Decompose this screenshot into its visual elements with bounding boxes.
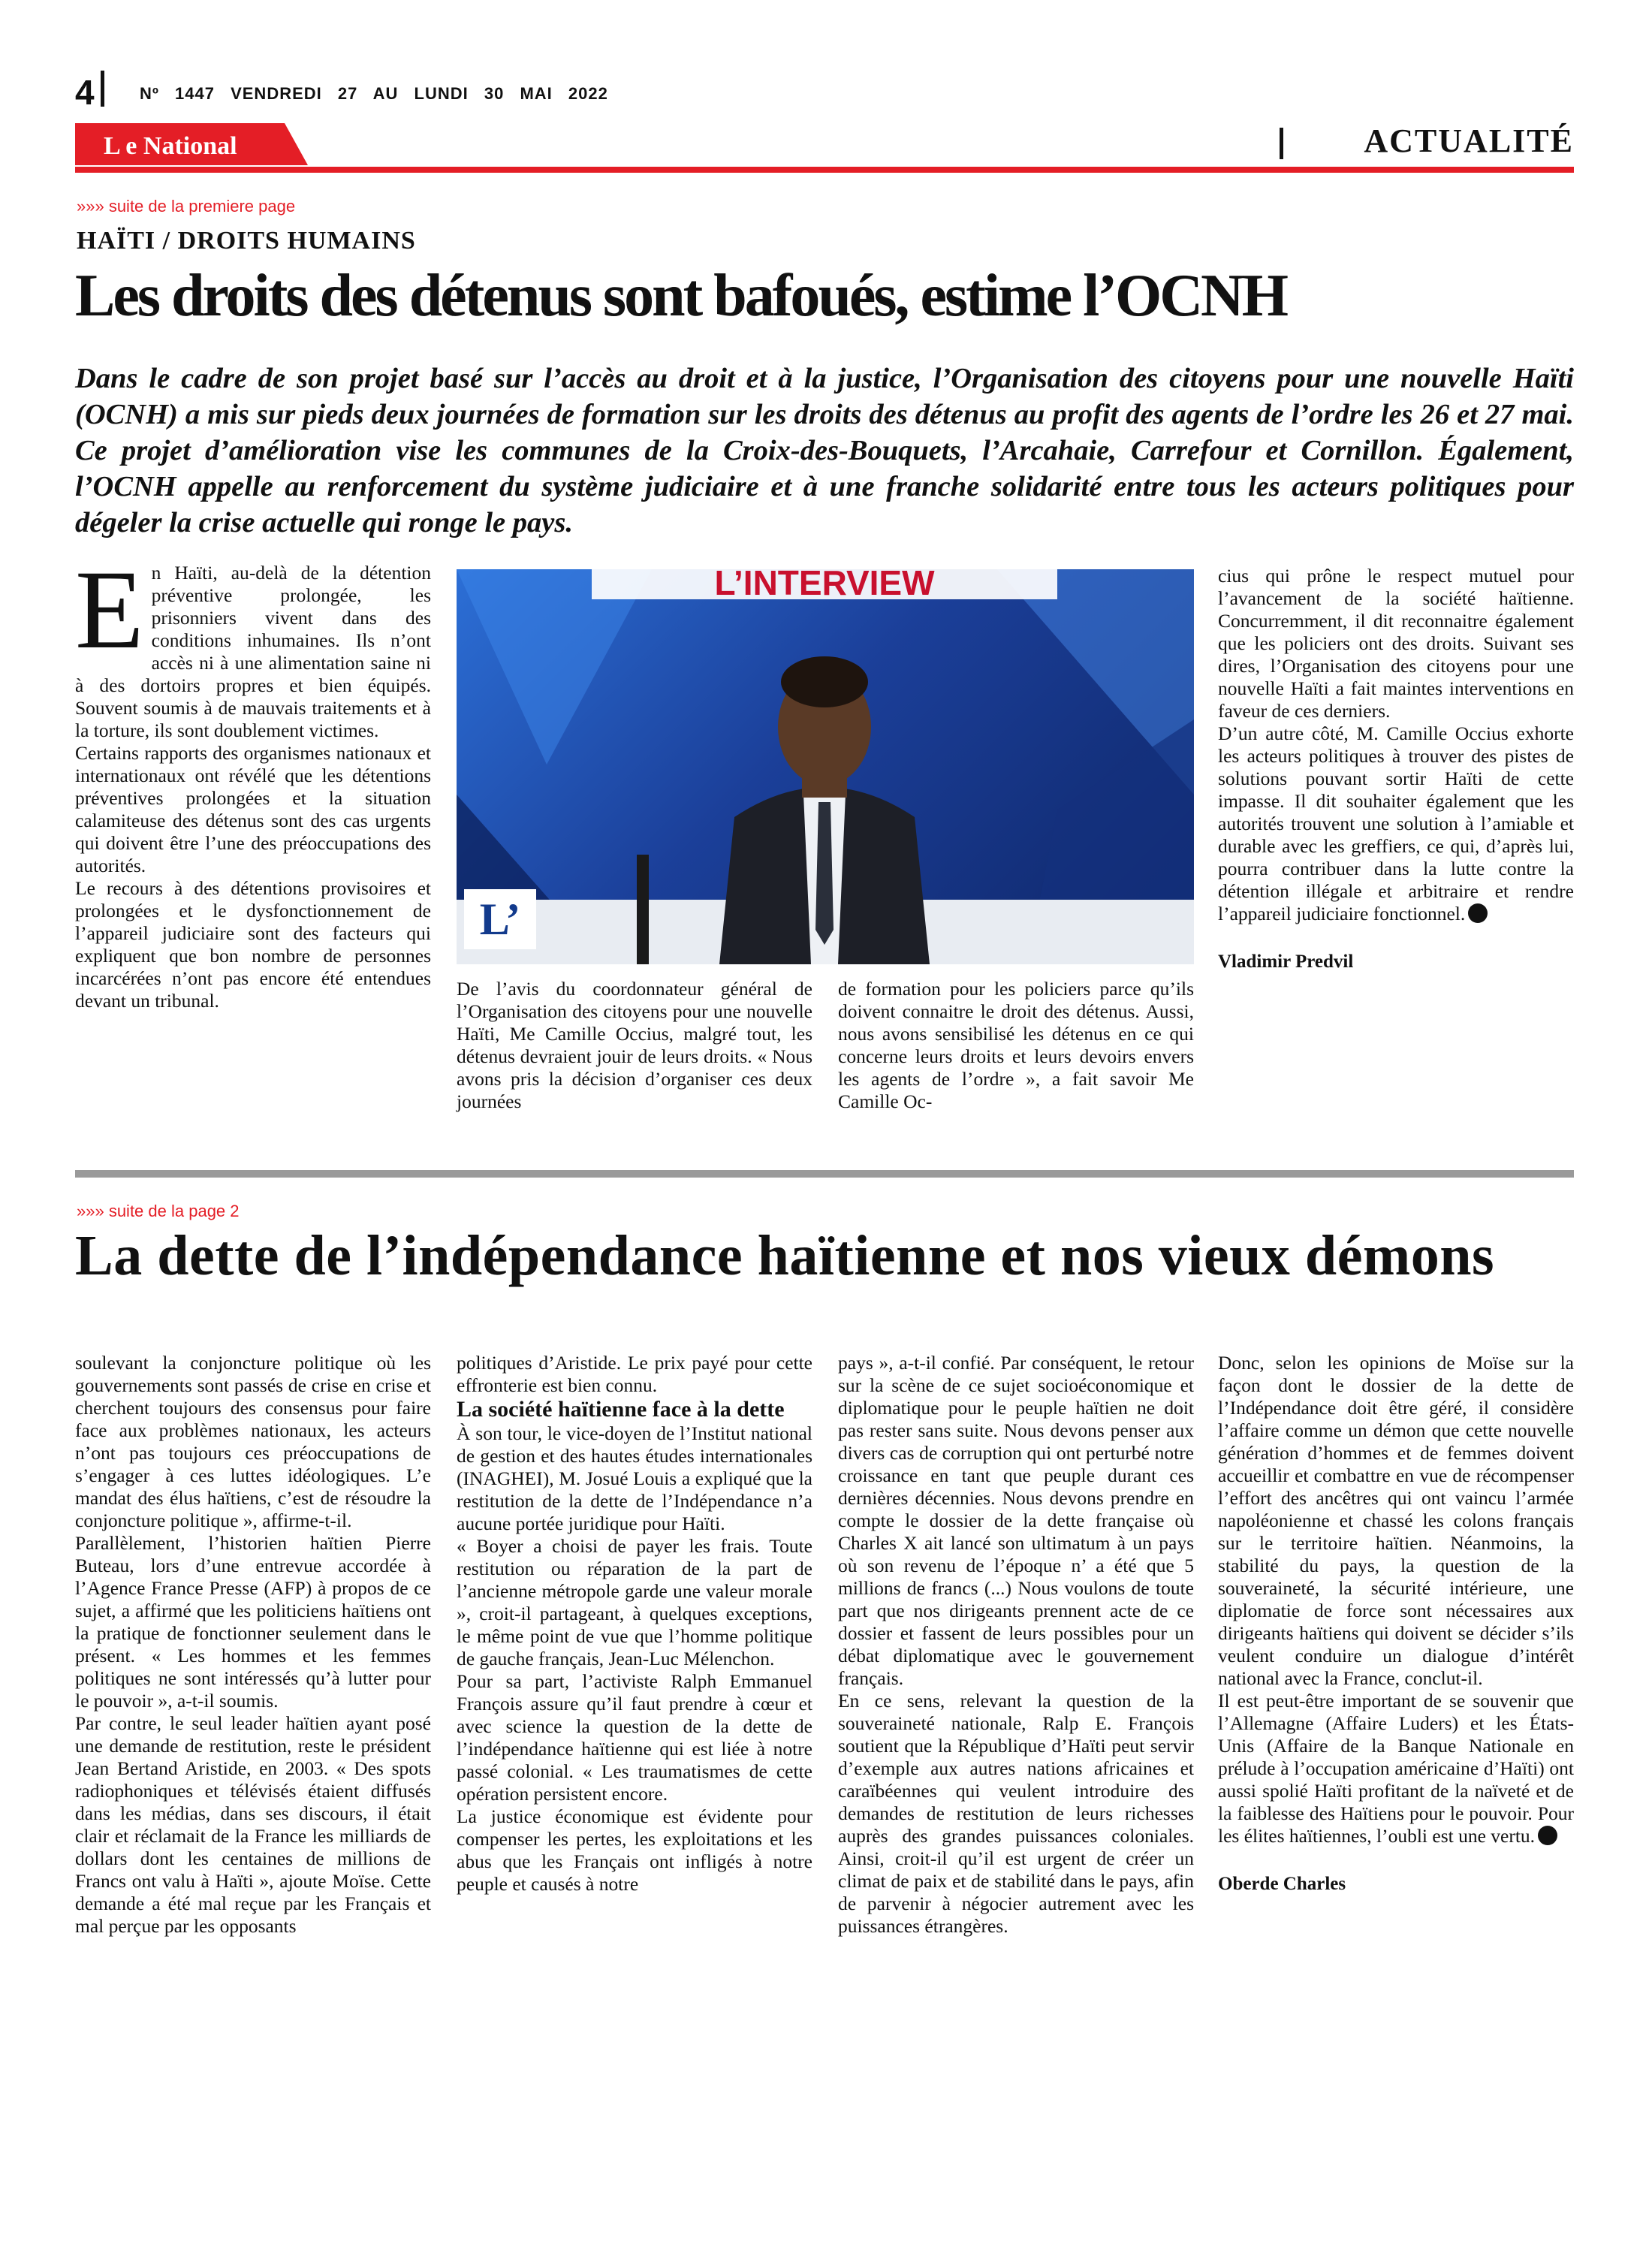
article-column	[75, 1352, 431, 1938]
section-label: ACTUALITÉ	[1364, 122, 1574, 159]
article-title: Les droits des détenus sont bafoués, estime l’OCNH	[75, 263, 1287, 329]
paragraph: À son tour, le vice-doyen de l’Institut national de gestion et des hautes études internationales (INAGHEI), M. Josué Louis a expliqué que la restitution de la dette de l’Indépendance n’a aucune portée juridique pour Haïti.	[457, 1422, 812, 1534]
paragraph: n Haïti, au-delà de la détention préventive prolongée, les prisonniers vivent dans des conditions inhumaines. Ils n’ont accès ni à une alimentation saine ni à des dortoirs propres et bien équipés. Souvent soumis à de mauvais traitements et à la torture, ils sont doublement victimes.	[75, 562, 431, 741]
paragraph-text: D’un autre côté, M. Camille Occius exhorte les acteurs politiques à trouver des pistes de solutions pouvant sortir Haïti de cette impasse. Il dit souhaiter également que les autorités trouvent une solution à l’amiable et durable avec les greffiers, ce qui, d’après lui, pourra contribuer dans la lutte contre la détention illégale et arbitraire et rendre l’appareil judiciaire fonctionnel.	[1218, 722, 1574, 924]
paragraph: Pour sa part, l’activiste Ralph Emmanuel François assure qu’il faut prendre à cœur et avec science la question de la dette de l’indépendance haïtienne qui est liée à notre passé colonial. « Les traumatismes de cette opération persistent encore.	[457, 1670, 812, 1805]
end-of-article-icon	[1468, 903, 1488, 923]
paragraph: De l’avis du coordonnateur général de l’Organisation des citoyens pour une nouvelle Haïti, Me Camille Occius, malgré tout, les détenus devraient jouir de leurs droits. « Nous avons pris la décision d’organiser ces deux journées	[457, 978, 812, 1112]
paragraph: politiques d’Aristide. Le prix payé pour cette effronterie est bien connu.	[457, 1352, 812, 1396]
article-title: La dette de l’indépendance haïtienne et nos vieux démons	[75, 1224, 1495, 1287]
article-column	[457, 978, 812, 1113]
paragraph: soulevant la conjoncture politique où les gouvernements sont passés de crise en crise et cherchent toujours des consensus pour faire face aux problèmes nationaux, les acteurs n’ont pas toujours ces préoccupations de s’engager à ces luttes idéologiques. L’e mandat des élus haïtiens, c’est de résoudre la conjoncture politique », affirme-t-il.	[75, 1352, 431, 1531]
paragraph: Le recours à des détentions provisoires et prolongées et le dysfonctionnement de l’appareil judiciaire sont des facteurs qui expliquent que bon nombre de personnes incarcérées n’ont pas encore été entendues devant un tribunal.	[75, 877, 431, 1012]
subheading: La société haïtienne face à la dette	[457, 1397, 785, 1422]
header-rule	[75, 167, 1574, 173]
paragraph	[1218, 1690, 1574, 1847]
interview-photo	[457, 569, 1194, 964]
article-column	[1218, 1352, 1574, 1896]
photo-illustration	[457, 569, 1194, 964]
article-column	[457, 1352, 812, 1896]
paragraph: La justice économique est évidente pour compenser les pertes, les exploitations et les abus que les Français ont infligés à notre peuple et causés à notre	[457, 1805, 812, 1895]
paragraph: En ce sens, relevant la question de la souveraineté nationale, Ralp E. François soutient que la République d’Haïti peut servir d’exemple aux autres nations africaines et caraïbéennes qui veulent introduire des demandes de restitution de leurs richesses auprès des grandes puissances coloniales. Ainsi, croit-il qu’il est urgent de créer un climat de paix et de stabilité dans le pays, afin de parvenir à négocier autrement avec les puissances étrangères.	[838, 1690, 1194, 1937]
paragraph: Donc, selon les opinions de Moïse sur la façon dont le dossier de la dette de l’Indépendance doit être géré, il considère l’affaire comme un démon que cette nouvelle génération d’hommes et de femmes doivent accueillir et combattre en vue de récompenser l’effort des ancêtres qui ont vaincu l’armée napoléonienne et chassé les colons français sur le territoire haïtien. Néanmoins, la stabilité du pays, la question de la souveraineté, la sécurité intérieure, une diplomatie de force sont nécessaires aux dirigeants haïtiens qui doivent se décider s’ils veulent conduire un dialogue d’intérêt national avec la France, conclut-il.	[1218, 1352, 1574, 1689]
page-number: 4	[75, 73, 95, 112]
article-kicker: HAÏTI / DROITS HUMAINS	[77, 227, 416, 255]
article-column	[838, 1352, 1194, 1938]
paragraph-text: Il est peut-être important de se souvenir que l’Allemagne (Affaire Luders) et les États-Unis (Affaire de la Banque Nationale en prélude à l’occupation américaine d’Haïti) ont aussi spolié Haïti profitant de la naïveté et de la faiblesse des Haïtiens pour le pouvoir. Pour les élites haïtiennes, l’oubli est une vertu.	[1218, 1690, 1574, 1847]
author-byline: Vladimir Predvil	[1218, 952, 1354, 972]
paragraph: « Boyer a choisi de payer les frais. Toute restitution ou réparation de la part de l’ancienne métropole garde une valeur morale », croit-il partageant, à quelques exceptions, le même point de vue que l’homme politique de gauche français, Jean-Luc Mélenchon.	[457, 1535, 812, 1669]
paragraph: cius qui prône le respect mutuel pour l’avancement de la société haïtienne. Concurremment, il dit reconnaitre également que les policiers ont des droits. Suivant ses dires, l’Organisation des citoyens pour une nouvelle Haïti a fait maintes interventions en faveur de ces derniers.	[1218, 565, 1574, 722]
section-separator	[1280, 128, 1283, 159]
header-divider	[101, 71, 104, 107]
paragraph: Certains rapports des organismes nationaux et internationaux ont révélé que les détentions préventives prolongées et la situation calamiteuse des détenus sont des cas urgents qui doivent être l’une des préoccupations des autorités.	[75, 742, 431, 876]
paragraph: Parallèlement, l’historien haïtien Pierre Buteau, lors d’une entrevue accordée à l’Agence France Presse (AFP) à propos de ce sujet, a affirmé que les politiciens haïtiens ont la pratique de fonctionner seulement dans le présent. « Les hommes et les femmes politiques ne sont intéressés qu’à lutter pour le pouvoir », a-t-il soumis.	[75, 1532, 431, 1712]
end-of-article-icon	[1538, 1826, 1557, 1845]
article-lead: Dans le cadre de son projet basé sur l’accès au droit et à la justice, l’Organisation des citoyens pour une nouvelle Haïti (OCNH) a mis sur pieds deux journées de formation sur les droits des détenus au profit des agents de l’ordre les 26 et 27 mai. Ce projet d’amélioration vise les communes de la Croix-des-Bouquets, l’Arcahaie, Carrefour et Cornillon. Également, l’OCNH appelle au renforcement du système judiciaire et à une franche solidarité entre tous les acteurs politiques pour dégeler la crise actuelle qui ronge le pays.	[75, 363, 1574, 538]
article-column	[838, 978, 1194, 1113]
article-divider	[75, 1170, 1574, 1178]
issue-date-line: Nº 1447 VENDREDI 27 AU LUNDI 30 MAI 2022	[140, 84, 608, 103]
article-column	[75, 547, 431, 1012]
continued-from-note: »»» suite de la page 2	[77, 1202, 240, 1220]
paragraph: de formation pour les policiers parce qu’ils doivent connaitre le droit des détenus. Aussi, nous avons sensibilisé les détenus en ce qui concerne leurs droits et leurs devoirs envers les agents de l’ordre », a fait savoir Me Camille Oc-	[838, 978, 1194, 1112]
paragraph	[1218, 722, 1574, 925]
continued-from-note: »»» suite de la premiere page	[77, 197, 296, 216]
paragraph: Par contre, le seul leader haïtien ayant posé une demande de restitution, reste le président Jean Bertand Aristide, en 2003. « Des spots radiophoniques et télévisés étaient diffusés dans les médias, dans ses discours, il était clair et réclamait de la France les milliards de dollars dont les centaines de millions de Francs ont valu à Haïti », ajoute Moïse. Cette demande a été mal reçue par les Français et mal perçue par les opposants	[75, 1712, 431, 1937]
brand-name: L e National	[104, 132, 237, 160]
logo-text: L’	[479, 894, 521, 944]
author-byline: Oberde Charles	[1218, 1874, 1346, 1894]
screen-text: L’INTERVIEW	[714, 569, 935, 602]
paragraph: pays », a-t-il confié. Par conséquent, le retour sur la scène de ce sujet socioéconomique et diplomatique pour le peuple haïtien ne doit pas rester sans suite. Nous devons penser aux divers cas de corruption qui ont perturbé notre croissance en tant que peuple durant ces dernières décennies. Nous devons prendre en compte le dossier de la dette française où Charles X ait lancé son ultimatum à un pays où son revenu de l’époque n’ a été que 5 millions de francs (...) Nous voulons de toute part que nos dirigeants prennent acte de ce dossier et fassent de leurs possibles pour un débat diplomatique avec le gouvernement français.	[838, 1352, 1194, 1689]
drop-cap: E	[75, 547, 144, 672]
article-column	[1218, 565, 1574, 973]
